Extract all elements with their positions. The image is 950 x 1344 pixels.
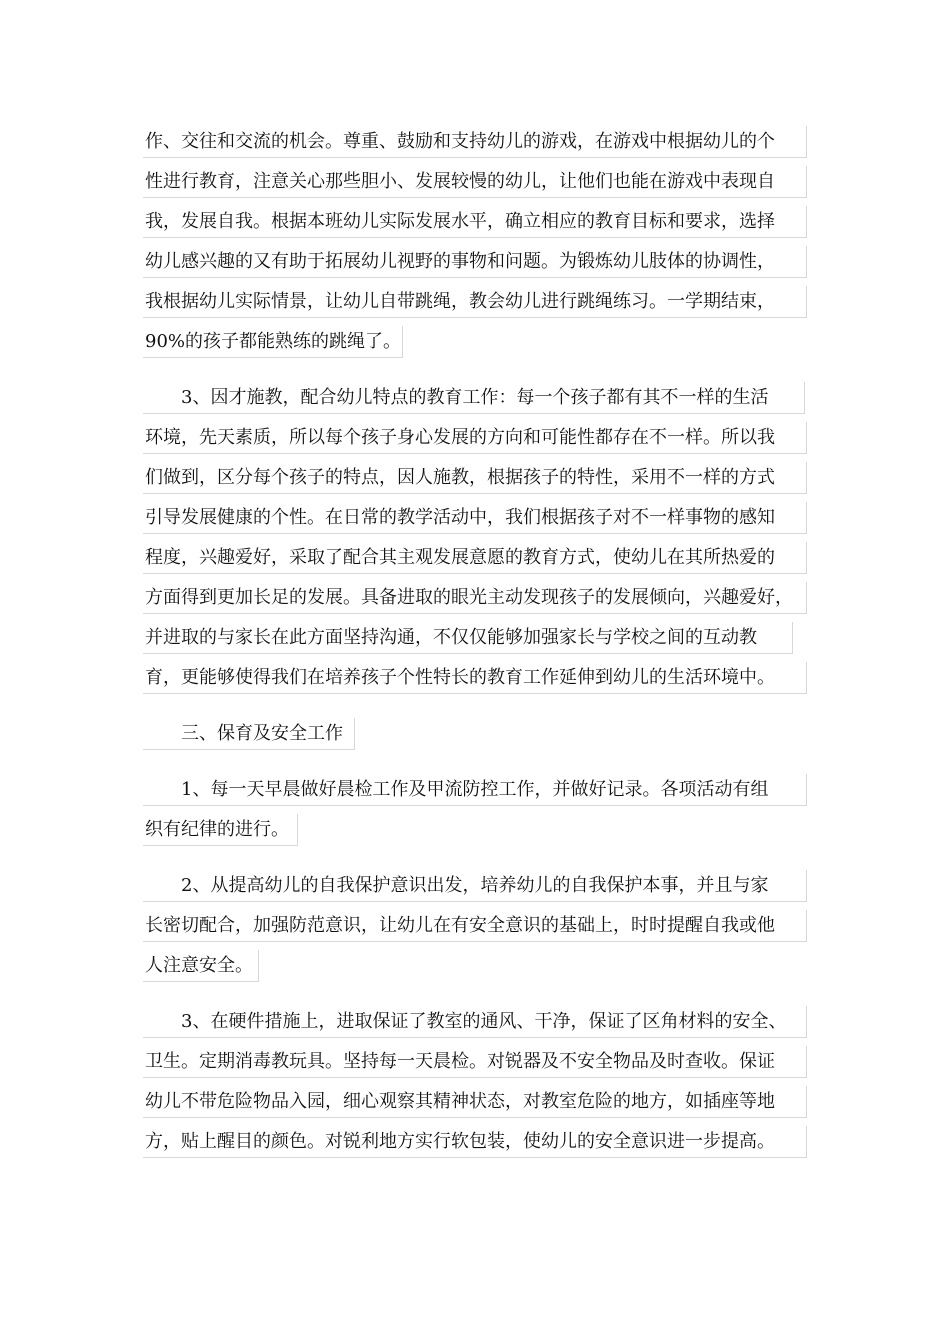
text-line: 我根据幼儿实际情景，让幼儿自带跳绳，教会幼儿进行跳绳练习。一学期结束，	[143, 286, 807, 318]
text-line: 织有纪律的进行。	[143, 814, 298, 846]
text-line: 程度，兴趣爱好，采取了配合其主观发展意愿的教育方式，使幼儿在其所热爱的	[143, 542, 807, 574]
text-line: 3、在硬件措施上，进取保证了教室的通风、干净，保证了区角材料的安全、	[143, 1006, 807, 1038]
text-line: 环境，先天素质，所以每个孩子身心发展的方向和可能性都存在不一样。所以我	[143, 422, 807, 454]
text-line: 育，更能够使得我们在培养孩子个性特长的教育工作延伸到幼儿的生活环境中。	[143, 662, 807, 694]
text-line: 2、从提高幼儿的自我保护意识出发，培养幼儿的自我保护本事，并且与家	[143, 870, 807, 902]
text-line: 性进行教育，注意关心那些胆小、发展较慢的幼儿，让他们也能在游戏中表现自	[143, 166, 807, 198]
text-line: 人注意安全。	[143, 950, 259, 982]
text-line: 90%的孩子都能熟练的跳绳了。	[143, 326, 403, 358]
text-line: 幼儿不带危险物品入园，细心观察其精神状态，对教室危险的地方，如插座等地	[143, 1086, 807, 1118]
text-line: 卫生。定期消毒教玩具。坚持每一天晨检。对锐器及不安全物品及时查收。保证	[143, 1046, 807, 1078]
text-line: 长密切配合，加强防范意识，让幼儿在有安全意识的基础上，时时提醒自我或他	[143, 910, 807, 942]
text-line: 方面得到更加长足的发展。具备进取的眼光主动发现孩子的发展倾向，兴趣爱好，	[143, 582, 807, 614]
text-line: 1、每一天早晨做好晨检工作及甲流防控工作，并做好记录。各项活动有组	[143, 774, 807, 806]
section-heading: 三、保育及安全工作	[143, 718, 355, 750]
text-line: 作、交往和交流的机会。尊重、鼓励和支持幼儿的游戏，在游戏中根据幼儿的个	[143, 126, 807, 158]
text-line: 3、因才施教，配合幼儿特点的教育工作：每一个孩子都有其不一样的生活	[143, 382, 805, 414]
text-line: 我，发展自我。根据本班幼儿实际发展水平，确立相应的教育目标和要求，选择	[143, 206, 807, 238]
text-line: 方，贴上醒目的颜色。对锐利地方实行软包装，使幼儿的安全意识进一步提高。	[143, 1126, 807, 1158]
text-line: 并进取的与家长在此方面坚持沟通，不仅仅能够加强家长与学校之间的互动教	[143, 622, 793, 654]
text-line: 幼儿感兴趣的又有助于拓展幼儿视野的事物和问题。为锻炼幼儿肢体的协调性，	[143, 246, 807, 278]
text-line: 引导发展健康的个性。在日常的教学活动中，我们根据孩子对不一样事物的感知	[143, 502, 807, 534]
text-line: 们做到，区分每个孩子的特点，因人施教，根据孩子的特性，采用不一样的方式	[143, 462, 807, 494]
